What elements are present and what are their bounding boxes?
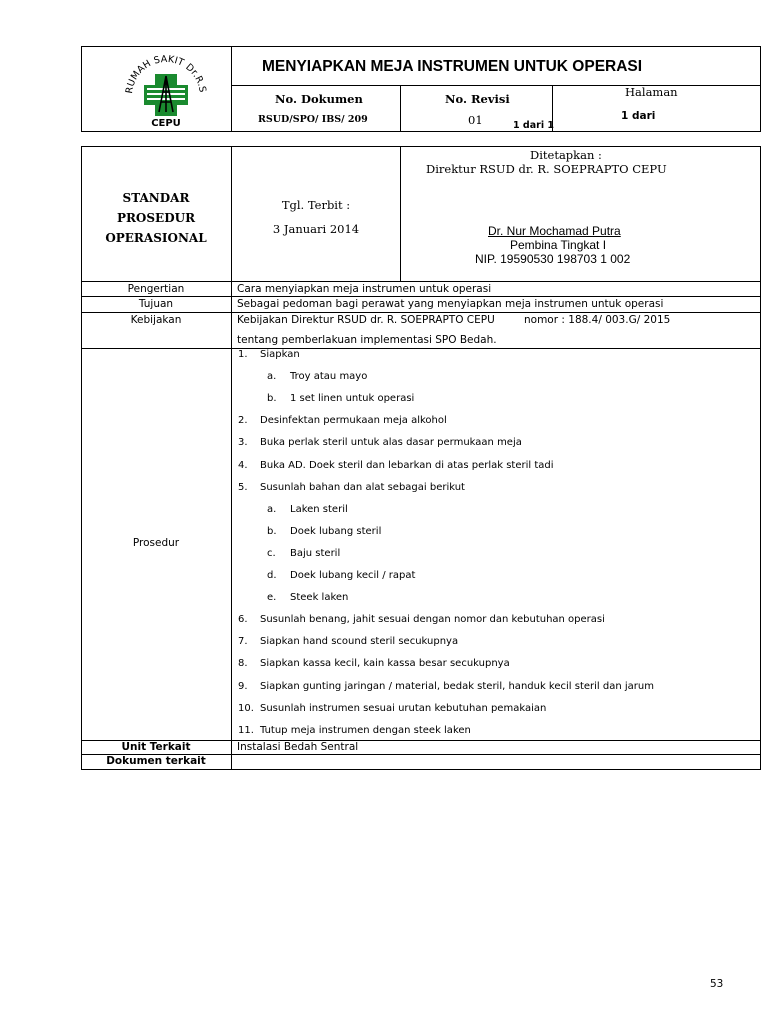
prosedur-step-text: Susunlah bahan dan alat sebagai berikut [260, 481, 465, 493]
prosedur-step-number: b. [267, 525, 277, 537]
doc-number-value: RSUD/SPO/ IBS/ 209 [258, 114, 368, 125]
logo-city: CEPU [151, 118, 181, 128]
kebijakan-label: Kebijakan [130, 314, 182, 326]
prosedur-step-number: 10. [238, 702, 254, 714]
prosedur-step-number: 1. [238, 349, 248, 360]
page-number: 53 [710, 978, 724, 990]
established-label: Ditetapkan : [530, 148, 602, 162]
prosedur-step-number: 7. [238, 636, 248, 648]
unit-value: Instalasi Bedah Sentral [237, 741, 359, 753]
sop-label-line1: STANDAR [122, 191, 190, 205]
kebijakan-line1: Kebijakan Direktur RSUD dr. R. SOEPRAPTO CEPU [237, 314, 495, 326]
prosedur-step-number: b. [267, 393, 277, 405]
revision-value: 01 [468, 113, 483, 127]
prosedur-step-number: 11. [238, 724, 254, 736]
prosedur-step-text: Buka perlak steril untuk alas dasar permukaan meja [260, 437, 522, 449]
dokumen-label: Dokumen terkait [106, 755, 206, 767]
prosedur-step-text: Troy atau mayo [290, 371, 368, 383]
prosedur-step-text: Steek laken [290, 592, 349, 604]
prosedur-step-number: e. [267, 592, 277, 604]
prosedur-step-number: 3. [238, 437, 248, 449]
prosedur-list [232, 349, 760, 740]
prosedur-step-number: 6. [238, 614, 248, 626]
prosedur-step-text: Laken steril [290, 503, 348, 515]
sop-label-line3: OPERASIONAL [105, 231, 207, 245]
pengertian-value: Cara menyiapkan meja instrumen untuk operasi [237, 283, 492, 295]
revision-label: No. Revisi [445, 92, 510, 106]
prosedur-step-text: Doek lubang steril [290, 525, 382, 537]
prosedur-step-text: Baju steril [290, 547, 341, 559]
prosedur-step-number: a. [267, 371, 277, 383]
prosedur-step-number: d. [267, 570, 277, 581]
director-title: Direktur RSUD dr. R. SOEPRAPTO CEPU [426, 162, 667, 176]
prosedur-step-text: Siapkan [260, 349, 300, 360]
sop-label [82, 188, 230, 248]
tujuan-value: Sebagai pedoman bagi perawat yang menyiapkan meja instrumen untuk operasi [237, 298, 664, 310]
prosedur-step-text: Siapkan kassa kecil, kain kassa besar secukupnya [260, 658, 510, 670]
signer-name: Dr. Nur Mochamad Putra [488, 224, 621, 238]
prosedur-step-text: Siapkan hand scound steril secukupnya [260, 636, 459, 648]
issue-label: Tgl. Terbit : [281, 198, 351, 212]
tujuan-label: Tujuan [138, 298, 174, 310]
logo-ring-text: RUMAH SAKIT Dr.R.S [124, 53, 208, 95]
page-value: 1 dari [621, 110, 656, 122]
pengertian-label: Pengertian [127, 283, 185, 295]
prosedur-step-text: Tutup meja instrumen dengan steek laken [260, 724, 471, 736]
signer-rank: Pembina Tingkat I [510, 238, 607, 252]
prosedur-step-text: Buka AD. Doek steril dan lebarkan di atas perlak steril tadi [260, 459, 554, 471]
prosedur-step-number: 5. [238, 481, 248, 493]
issue-date: 3 Januari 2014 [272, 222, 360, 236]
hospital-logo [118, 52, 214, 128]
document-title: MENYIAPKAN MEJA INSTRUMEN UNTUK OPERASI [262, 58, 643, 75]
prosedur-step-number: 2. [238, 415, 248, 427]
prosedur-step-number: 9. [238, 680, 248, 692]
prosedur-step-text: Doek lubang kecil / rapat [290, 570, 416, 581]
prosedur-step-number: 4. [238, 459, 248, 471]
prosedur-step-text: Desinfektan permukaan meja alkohol [260, 415, 447, 427]
prosedur-step-text: 1 set linen untuk operasi [290, 393, 415, 405]
page-label: Halaman [625, 85, 678, 99]
prosedur-step-number: c. [267, 547, 276, 559]
kebijakan-line2: tentang pemberlakuan implementasi SPO Bedah. [237, 334, 497, 346]
sop-label-line2: PROSEDUR [116, 211, 196, 225]
unit-label: Unit Terkait [121, 741, 191, 753]
prosedur-step-number: 8. [238, 658, 248, 670]
prosedur-step-number: a. [267, 503, 277, 515]
signer-nip: NIP. 19590530 198703 1 002 [475, 252, 631, 266]
prosedur-step-text: Susunlah instrumen sesuai urutan kebutuhan pemakaian [260, 702, 547, 714]
prosedur-step-text: Siapkan gunting jaringan / material, bedak steril, handuk kecil steril dan jarum [260, 680, 654, 692]
revision-page-extra: 1 dari 1 [513, 120, 554, 131]
prosedur-step-text: Susunlah benang, jahit sesuai dengan nomor dan kebutuhan operasi [260, 614, 605, 626]
doc-number-label: No. Dokumen [275, 92, 363, 106]
prosedur-label: Prosedur [132, 537, 180, 549]
kebijakan-nomor: nomor : 188.4/ 003.G/ 2015 [524, 314, 671, 326]
